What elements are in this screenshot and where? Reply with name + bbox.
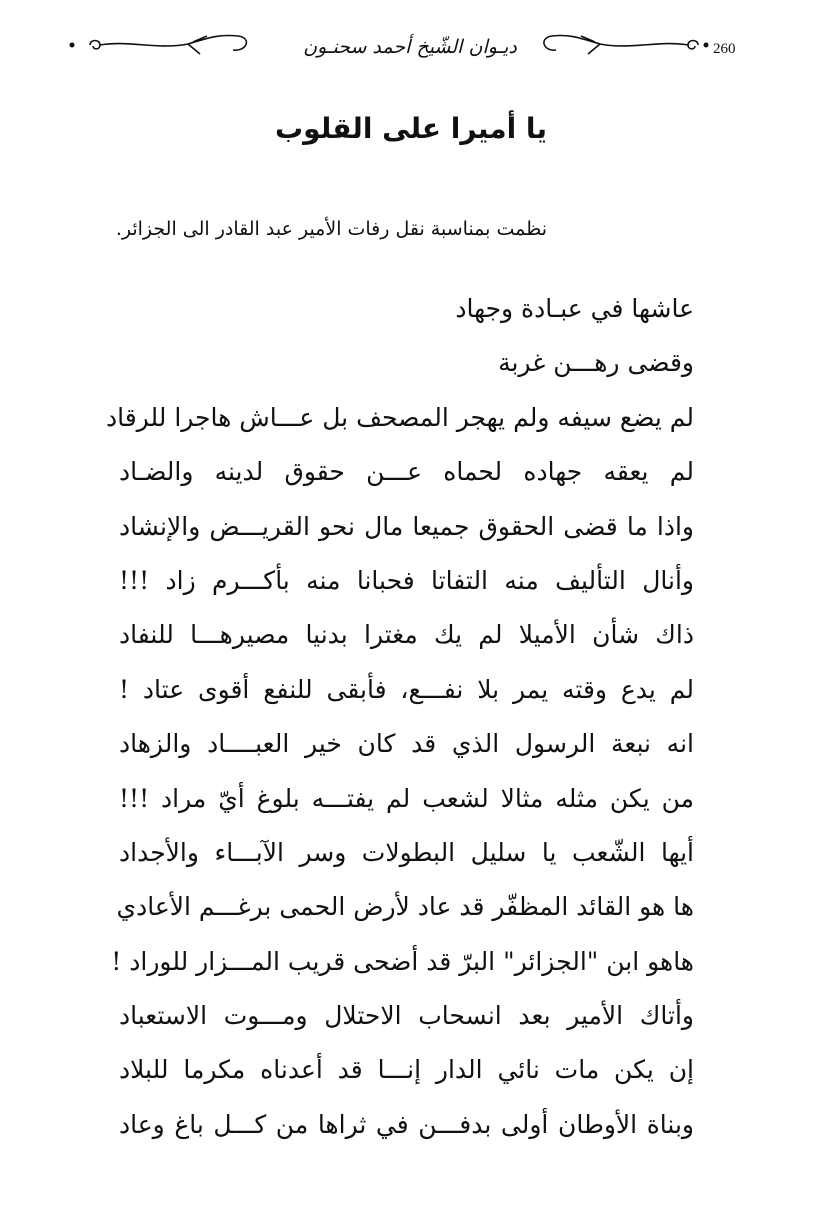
verse-line: هاهو ابن "الجزائر" البرّ قد أضحى قريب المـــزار للوراد ! xyxy=(111,946,694,976)
verse-line: وأتاك الأمير بعد انسحاب الاحتلال ومـــوت الاستعباد xyxy=(119,1001,694,1031)
verse-line: وبناة الأوطان أولى بدفـــن في ثراها من كـــل باغ وعاد xyxy=(119,1109,694,1139)
page-header xyxy=(0,22,822,72)
verse-line: وأنال التأليف منه التفاتا فحبانا منه بأكـــرم زاد !!! xyxy=(119,565,694,595)
verse-line: لم يعقه جهاده لحماه عـــن حقوق لدينه والضـاد xyxy=(119,457,694,487)
poem-subtitle: نظمت بمناسبة نقل رفات الأمير عبد القادر الى الجزائر. xyxy=(115,218,547,240)
book-title: ديـوان الشّيخ أحمد سحنـون xyxy=(303,36,517,58)
verse-line: أيها الشّعب يا سليل البطولات وسر الآبـــاء والأجداد xyxy=(119,837,694,867)
poem-body xyxy=(105,282,694,1152)
verse-line xyxy=(119,336,694,390)
page-number: 260 xyxy=(713,41,736,57)
verse-line: عاشها في عبـادة وجهاد xyxy=(455,294,694,323)
verse-line: من يكن مثله مثالا لشعب لم يفتـــه بلوغ أيّ مراد !!! xyxy=(119,783,694,813)
verse-line: إن يكن مات نائي الدار إنـــا قد أعدناه مكرما للبلاد xyxy=(119,1055,694,1085)
verse-line: انه نبعة الرسول الذي قد كان خير العبــــاد والزهاد xyxy=(119,729,694,759)
verse-text: وقضى رهـــن غربة xyxy=(498,348,694,378)
verse-line: واذا ما قضى الحقوق جميعا مال نحو القريـــض والإنشاد xyxy=(119,511,694,541)
ornament-right-icon xyxy=(540,28,710,58)
verse-line: لم يضع سيفه ولم يهجر المصحف بل عـــاش هاجرا للرقاد xyxy=(105,402,694,432)
poem-title: يا أميرا على القلوب xyxy=(275,112,547,145)
verse-line: لم يدع وقته يمر بلا نفـــع، فأبقى للنفع أقوى عتاد ! xyxy=(119,674,694,704)
verse-line: ها هو القائد المظفّر قد عاد لأرض الحمى برغـــم الأعادي xyxy=(116,892,694,922)
verse-line: ذاك شأن الأميلا لم يك مغترا بدنيا مصيرهـــا للنفاد xyxy=(119,620,694,650)
ornament-left-icon xyxy=(68,28,268,58)
